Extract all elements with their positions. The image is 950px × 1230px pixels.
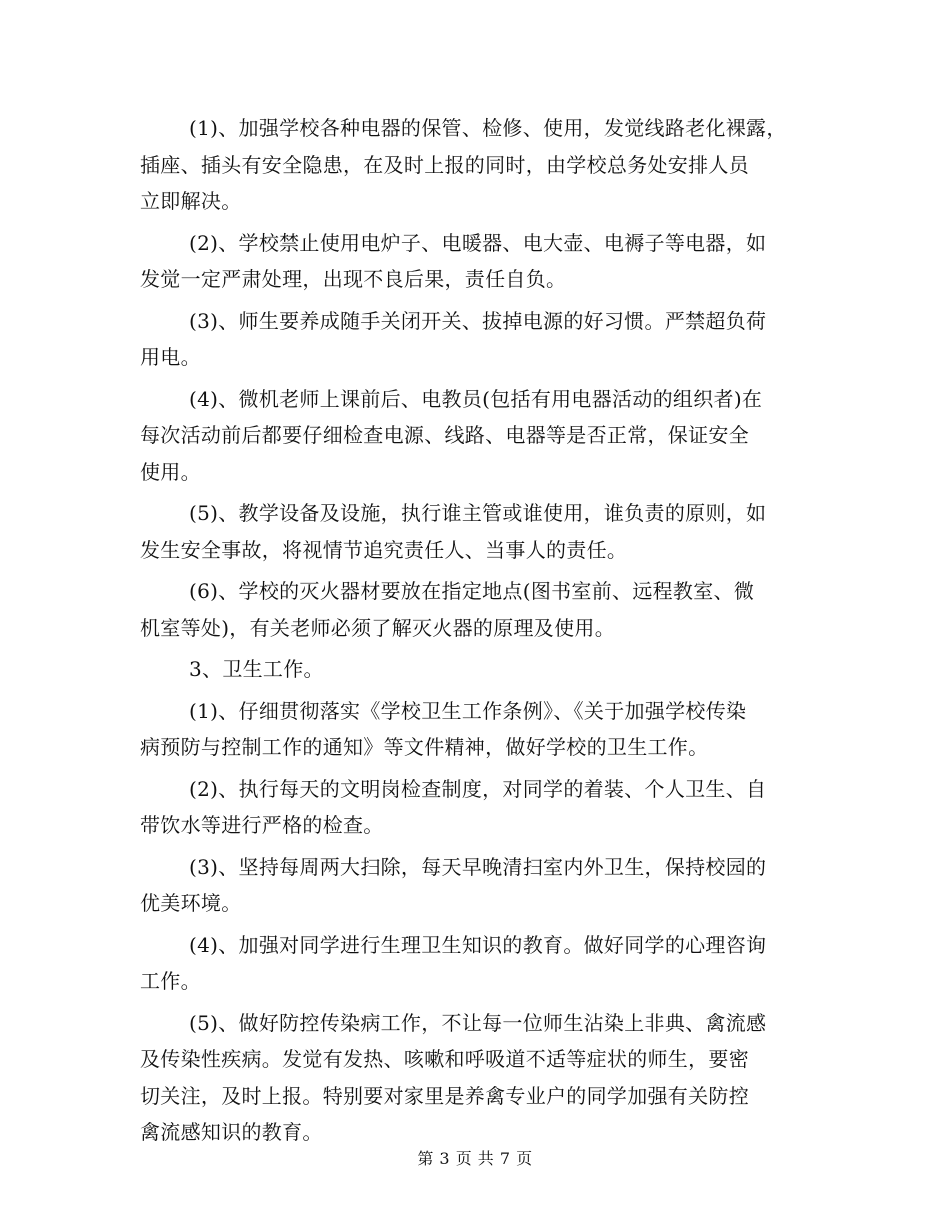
page-number-footer: 第 3 页 共 7 页	[417, 1149, 533, 1168]
paragraph-electrical-2	[140, 225, 805, 298]
text-line: 发生安全事故，将视情节追究责任人、当事人的责任。	[140, 537, 628, 562]
text-line: 带饮水等进行严格的检查。	[140, 813, 384, 837]
text-line: (5)、做好防控传染病工作，不让每一位师生沾染上非典、禽流感	[189, 1010, 767, 1035]
text-line: 禽流感知识的教育。	[140, 1120, 323, 1144]
text-line: 切关注，及时上报。特别要对家里是养禽专业户的同学加强有关防控	[140, 1083, 749, 1108]
document-body	[140, 110, 805, 1156]
text-line: (6)、学校的灭火器材要放在指定地点(图书室前、远程教室、微	[189, 579, 755, 603]
text-line: (2)、执行每天的文明岗检查制度，对同学的着装、个人卫生、自	[189, 776, 767, 801]
text-line: (2)、学校禁止使用电炉子、电暖器、电大壶、电褥子等电器，如	[189, 230, 767, 255]
text-line: 病预防与控制工作的通知》等文件精神，做好学校的卫生工作。	[140, 735, 709, 759]
paragraph-hygiene-2	[140, 771, 805, 844]
text-line: (4)、加强对同学进行生理卫生知识的教育。做好同学的心理咨询	[189, 932, 767, 957]
text-line: (4)、微机老师上课前后、电教员(包括有用电器活动的组织者)在	[189, 386, 763, 411]
section-heading-hygiene	[140, 651, 805, 688]
text-line: 发觉一定严肃处理，出现不良后果，责任自负。	[140, 267, 567, 291]
paragraph-electrical-5	[140, 495, 805, 568]
heading-text: 3、卫生工作。	[189, 657, 324, 681]
paragraph-hygiene-4	[140, 927, 805, 1000]
text-line: 插座、插头有安全隐患，在及时上报的同时，由学校总务处安排人员	[140, 152, 749, 177]
text-line: 优美环境。	[140, 891, 242, 915]
text-line: 每次活动前后都要仔细检查电源、线路、电器等是否正常，保证安全	[140, 423, 749, 447]
text-line: (1)、仔细贯彻落实《学校卫生工作条例》、《关于加强学校传染	[189, 698, 747, 723]
paragraph-electrical-6	[140, 573, 805, 646]
text-line: 使用。	[140, 459, 201, 484]
paragraph-hygiene-5	[140, 1005, 805, 1151]
paragraph-hygiene-3	[140, 849, 805, 922]
paragraph-electrical-4	[140, 381, 805, 491]
text-line: (3)、师生要养成随手关闭开关、拔掉电源的好习惯。严禁超负荷	[189, 308, 767, 333]
text-line: 立即解决。	[140, 189, 242, 213]
text-line: 机室等处)，有关老师必须了解灭火器的原理及使用。	[140, 615, 616, 640]
paragraph-electrical-3	[140, 303, 805, 376]
paragraph-hygiene-1	[140, 693, 805, 766]
text-line: 工作。	[140, 969, 201, 993]
text-line: (3)、坚持每周两大扫除，每天早晚清扫室内外卫生，保持校园的	[189, 854, 767, 879]
paragraph-electrical-1	[140, 110, 805, 220]
text-line: 用电。	[140, 345, 201, 369]
text-line: (5)、教学设备及设施，执行谁主管或谁使用，谁负责的原则，如	[189, 501, 767, 525]
text-line: 及传染性疾病。发觉有发热、咳嗽和呼吸道不适等症状的师生，要密	[140, 1047, 749, 1071]
text-line: (1)、加强学校各种电器的保管、检修、使用，发觉线路老化裸露，	[189, 116, 787, 140]
